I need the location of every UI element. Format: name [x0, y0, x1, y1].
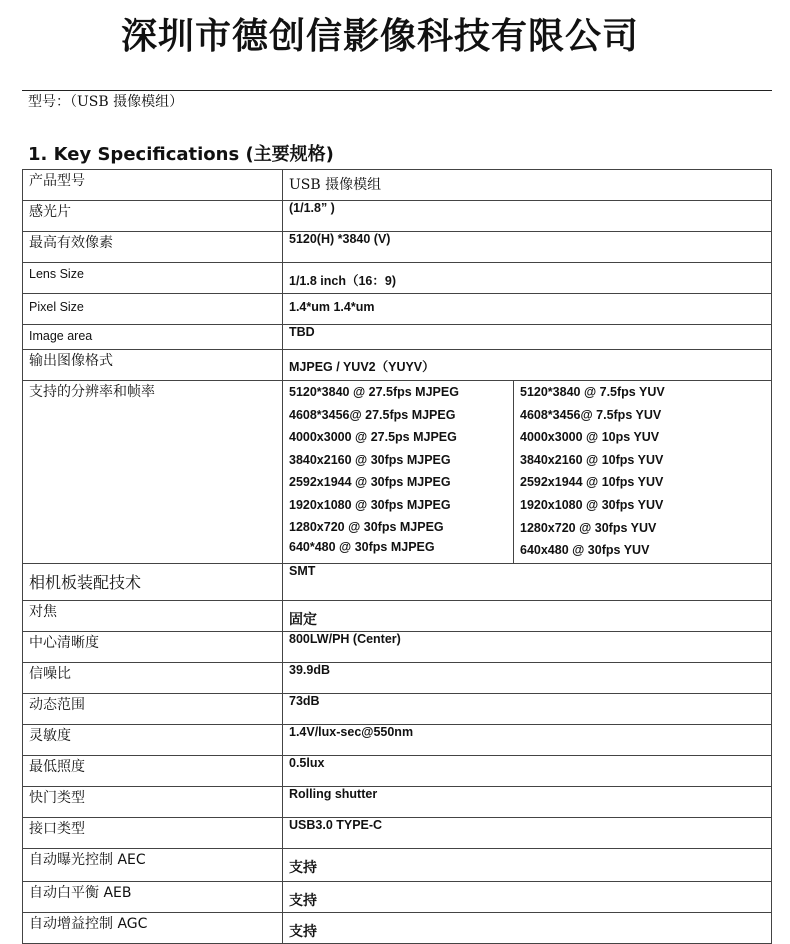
spec-value: USB3.0 TYPE-C: [283, 818, 772, 849]
resolution-item: 4608*3456@ 7.5fps YUV: [520, 407, 662, 422]
spec-value: 支持: [283, 849, 772, 882]
spec-value: SMT: [283, 564, 772, 601]
resolution-item: 5120*3840 @ 7.5fps YUV: [520, 385, 665, 399]
spec-key: 自动白平衡 AEB: [23, 882, 283, 913]
spec-value: 5120(H) *3840 (V): [283, 232, 772, 263]
yuv-resolutions: [514, 381, 772, 564]
resolution-item: 2592x1944 @ 30fps MJPEG: [289, 475, 451, 490]
spec-key: 感光片: [23, 201, 283, 232]
model-line: 型号：（USB 摄像模组）: [28, 94, 184, 110]
spec-value: USB 摄像模组: [283, 170, 772, 201]
company-name: 深圳市德创信影像科技有限公司: [120, 16, 639, 57]
spec-value: 支持: [283, 882, 772, 913]
spec-row: [23, 232, 772, 263]
spec-row: [23, 170, 772, 201]
resolution-item: 640x480 @ 30fps YUV: [520, 543, 650, 558]
spec-key: 支持的分辨率和帧率: [23, 381, 283, 564]
spec-value: TBD: [283, 325, 772, 350]
spec-key: 最高有效像素: [23, 232, 283, 263]
section-title: 1. Key Specifications (主要规格): [28, 144, 334, 165]
spec-value: 39.9dB: [283, 663, 772, 694]
spec-row-resolutions: [23, 381, 772, 564]
spec-key: Image area: [23, 325, 283, 350]
spec-row: [23, 350, 772, 381]
spec-row: [23, 201, 772, 232]
spec-key: 动态范围: [23, 694, 283, 725]
spec-row: [23, 663, 772, 694]
spec-row: [23, 632, 772, 663]
resolution-item: 4000x3000 @ 27.5ps MJPEG: [289, 430, 457, 445]
spec-key: 对焦: [23, 601, 283, 632]
spec-value: Rolling shutter: [283, 787, 772, 818]
spec-row: [23, 294, 772, 325]
spec-row: [23, 756, 772, 787]
spec-key: 自动曝光控制 AEC: [23, 849, 283, 882]
spec-row: [23, 325, 772, 350]
resolution-item: 4608*3456@ 27.5fps MJPEG: [289, 407, 456, 422]
spec-key: 相机板装配技术: [23, 564, 283, 601]
spec-key: 信噪比: [23, 663, 283, 694]
spec-key: 接口类型: [23, 818, 283, 849]
spec-row: [23, 564, 772, 601]
spec-value: 支持: [283, 913, 772, 944]
spec-key: 中心清晰度: [23, 632, 283, 663]
spec-row: [23, 725, 772, 756]
mjpeg-resolutions: [283, 381, 514, 564]
spec-row: [23, 849, 772, 882]
resolution-item: 1280x720 @ 30fps MJPEG: [289, 519, 444, 534]
spec-value: 73dB: [283, 694, 772, 725]
resolution-item: 4000x3000 @ 10ps YUV: [520, 430, 660, 445]
resolution-item: 2592x1944 @ 10fps YUV: [520, 475, 664, 490]
spec-key: 灵敏度: [23, 725, 283, 756]
spec-value: 1/1.8 inch（16：9): [283, 263, 772, 294]
spec-value: MJPEG / YUV2（YUYV）: [283, 350, 772, 381]
spec-value: 1.4*um 1.4*um: [283, 294, 772, 325]
spec-row: [23, 601, 772, 632]
resolution-item: 5120*3840 @ 27.5fps MJPEG: [289, 385, 459, 399]
spec-key: 输出图像格式: [23, 350, 283, 381]
resolution-item: 3840x2160 @ 10fps YUV: [520, 452, 664, 467]
spec-table: [22, 169, 772, 944]
spec-key: Lens Size: [23, 263, 283, 294]
resolution-item: 1920x1080 @ 30fps MJPEG: [289, 497, 451, 512]
spec-value: 固定: [283, 601, 772, 632]
spec-key: Pixel Size: [23, 294, 283, 325]
spec-key: 最低照度: [23, 756, 283, 787]
resolution-item: 1920x1080 @ 30fps YUV: [520, 497, 664, 512]
spec-row: [23, 263, 772, 294]
spec-row: [23, 787, 772, 818]
spec-value: (1/1.8” ): [283, 201, 772, 232]
spec-value: 800LW/PH (Center): [283, 632, 772, 663]
spec-row: [23, 882, 772, 913]
spec-row: [23, 818, 772, 849]
spec-row: [23, 694, 772, 725]
spec-key: 快门类型: [23, 787, 283, 818]
spec-key: 产品型号: [23, 170, 283, 201]
spec-row: [23, 913, 772, 944]
resolution-item: 640*480 @ 30fps MJPEG: [289, 539, 435, 554]
resolution-item: 3840x2160 @ 30fps MJPEG: [289, 452, 451, 467]
spec-value: 1.4V/lux-sec@550nm: [283, 725, 772, 756]
spec-key: 自动增益控制 AGC: [23, 913, 283, 944]
spec-value: 0.5lux: [283, 756, 772, 787]
resolution-item: 1280x720 @ 30fps YUV: [520, 520, 657, 535]
